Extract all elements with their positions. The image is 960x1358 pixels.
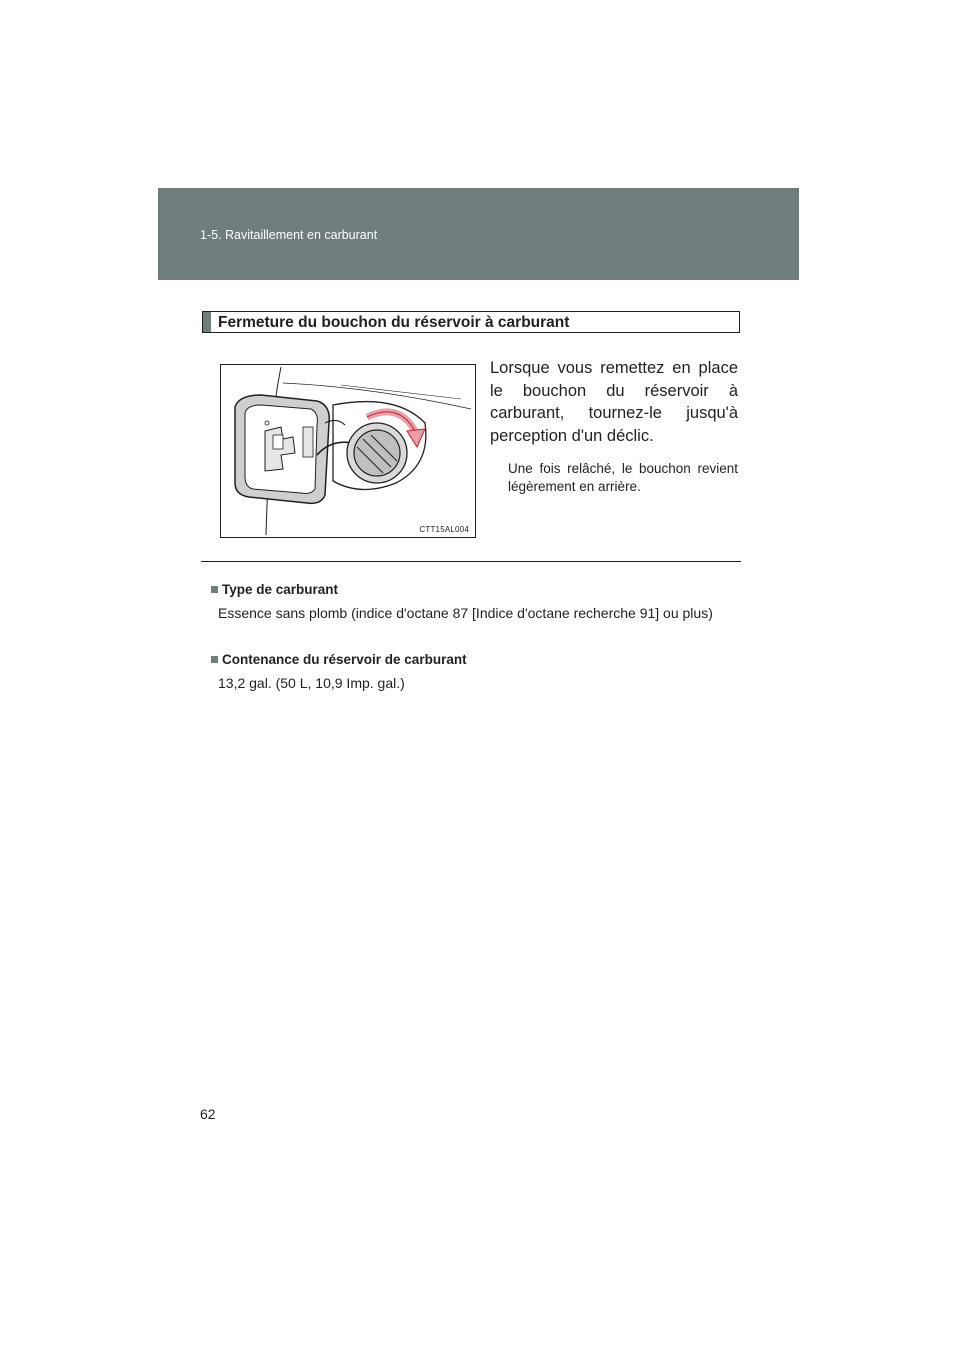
section-breadcrumb: 1-5. Ravitaillement en carburant [200,228,378,242]
info-fuel-type [209,582,739,623]
square-bullet-icon [211,656,218,663]
info-heading-text: Contenance du réservoir de carburant [222,652,467,667]
info-body-fuel-type: Essence sans plomb (indice d'octane 87 [Indice d'octane recherche 91] ou plus) [218,605,713,621]
info-tank-capacity [209,652,739,693]
instruction-note: Une fois relâché, le bouchon revient légèrement en arrière. [508,461,738,494]
info-heading-tank-capacity [209,652,739,667]
info-heading-text: Type de carburant [222,582,339,597]
page-number: 62 [200,1106,216,1122]
section-title: Fermeture du bouchon du réservoir à carburant [218,314,570,331]
section-divider [201,561,741,562]
section-title-box [202,311,740,333]
main-instruction: Lorsque vous remettez en place le bouchon du réservoir à carburant, tournez-le jusqu'à perception d'un déclic. [490,359,738,445]
fuel-door-drawing [221,365,475,537]
section-title-accent [203,312,211,332]
illustration-code: CTT15AL004 [419,525,469,534]
info-body-tank-capacity: 13,2 gal. (50 L, 10,9 Imp. gal.) [218,675,405,691]
fuel-cap-illustration [220,364,476,538]
square-bullet-icon [211,586,218,593]
info-heading-fuel-type [209,582,739,597]
